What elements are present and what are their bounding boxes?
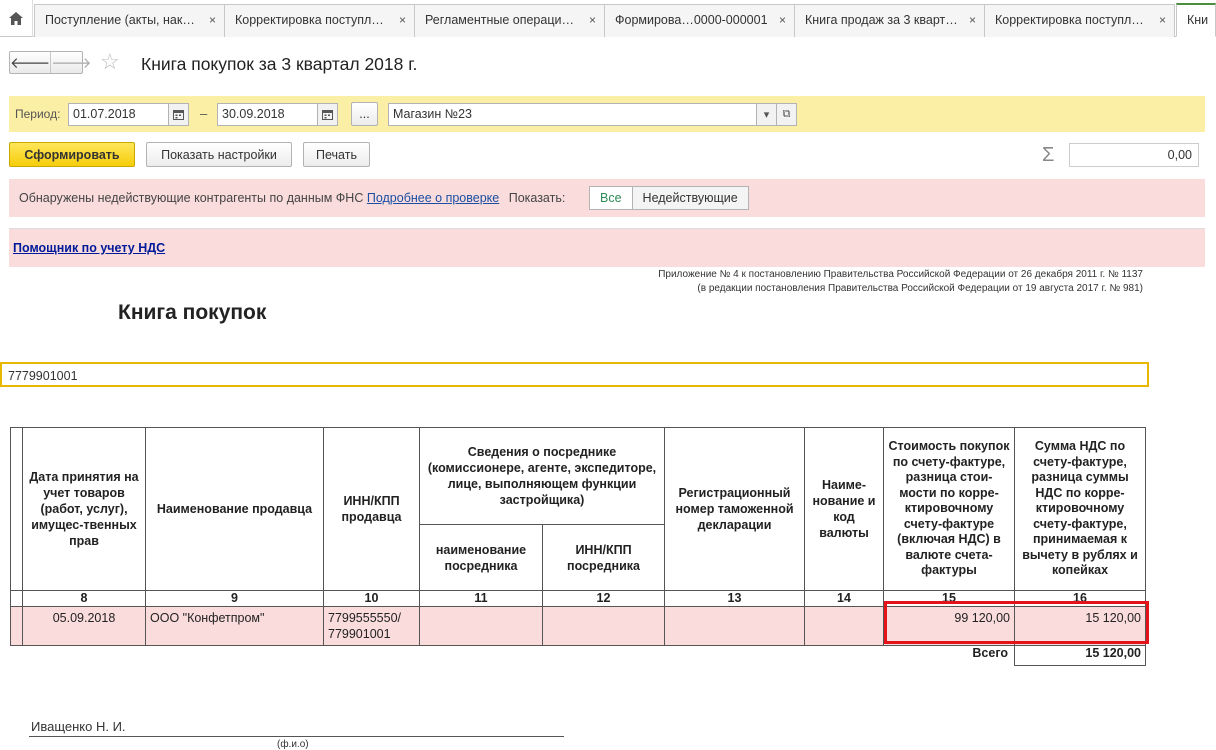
- fio-caption: (ф.и.о): [277, 739, 309, 750]
- close-icon[interactable]: ×: [588, 13, 596, 27]
- generate-button[interactable]: Сформировать: [9, 142, 135, 167]
- tab-bar: [0, 0, 1209, 37]
- tab-label: Кни: [1187, 13, 1209, 27]
- appendix-note-line-1: Приложение № 4 к постановлению Правительства Российской Федерации от 26 декабря 2011 г. № 1137: [658, 269, 1143, 280]
- favorite-star-icon[interactable]: ☆: [100, 49, 120, 74]
- period-dash: –: [200, 106, 208, 121]
- filter-toggle: [589, 186, 749, 210]
- tab-label: Книга продаж за 3 кварт…: [805, 13, 958, 27]
- nav-buttons: [9, 51, 92, 74]
- col-header-16: Сумма НДС по счету-фактуре, разница суммы НДС по корре-ктировочному счету-фактуре, принимаемая к вычету в рублях и копейках: [1015, 428, 1146, 591]
- show-inactive-option[interactable]: Недействующие: [642, 191, 738, 205]
- show-all-option[interactable]: Все: [590, 187, 633, 209]
- tab-receipt[interactable]: [34, 4, 225, 37]
- cell-seller[interactable]: ООО "Конфетпром": [146, 607, 324, 646]
- cell-mediator-name[interactable]: [420, 607, 543, 646]
- close-icon[interactable]: ×: [208, 13, 216, 27]
- close-icon[interactable]: ×: [398, 13, 406, 27]
- cell-mediator-inn[interactable]: [543, 607, 665, 646]
- tab-label: Поступление (акты, нак…: [45, 13, 195, 27]
- tab-formation[interactable]: [604, 4, 795, 37]
- tab-correction-receipt-2[interactable]: [984, 4, 1175, 37]
- date-from-field[interactable]: 01.07.2018: [68, 103, 169, 126]
- warning-strip: [9, 179, 1205, 217]
- tab-label: Корректировка поступл…: [995, 13, 1144, 27]
- col-header-13: Регистрационный номер таможенной декларации: [665, 428, 805, 591]
- warning-text: [19, 191, 565, 205]
- tab-label: Формирова…0000-000001: [615, 13, 768, 27]
- report-area: [9, 228, 1205, 749]
- show-label: Показать:: [508, 191, 566, 205]
- close-icon[interactable]: ×: [968, 13, 976, 27]
- print-button[interactable]: Печать: [303, 142, 370, 167]
- cell-vat[interactable]: 15 120,00: [1015, 607, 1146, 646]
- col-header-8: Дата принятия на учет товаров (работ, услуг), имущес-твенных прав: [23, 428, 146, 591]
- close-icon[interactable]: ×: [778, 13, 786, 27]
- tab-label: Регламентные операци…: [425, 13, 574, 27]
- total-value[interactable]: 15 120,00: [1015, 646, 1146, 666]
- col-header-14: Наиме-нование и код валюты: [805, 428, 884, 591]
- highlight-frame: [884, 601, 1149, 644]
- total-label: Всего: [972, 646, 1008, 660]
- tab-routine-operations[interactable]: [414, 4, 605, 37]
- col-number: 13: [665, 591, 805, 607]
- col-number: 15: [884, 591, 1015, 607]
- tab-purchase-book[interactable]: [1176, 3, 1216, 37]
- show-settings-button[interactable]: Показать настройки: [146, 142, 292, 167]
- col-number: 16: [1015, 591, 1146, 607]
- back-arrow-icon[interactable]: 🡐: [10, 52, 51, 73]
- period-label: Период:: [15, 107, 61, 121]
- cell-inn-kpp[interactable]: 7799555550/ 779901001: [324, 607, 420, 646]
- col-header-9: Наименование продавца: [146, 428, 324, 591]
- cell-date[interactable]: 05.09.2018: [23, 607, 146, 646]
- book-title: Книга покупок: [118, 301, 267, 324]
- tab-correction-receipt[interactable]: [224, 4, 415, 37]
- col-header-15: Стоимость покупок по счету-фактуре, разница стои-мости по корре-ктировочному счету-фактуре (включая НДС) в валюте счета-фактуры: [884, 428, 1015, 591]
- home-icon: [9, 12, 23, 25]
- cell-customs[interactable]: [665, 607, 805, 646]
- row-edge-cell: [11, 607, 23, 646]
- organization-field[interactable]: Магазин №23: [388, 103, 757, 126]
- close-icon[interactable]: ×: [1158, 13, 1166, 27]
- appendix-note-line-2: (в редакции постановления Правительства Российской Федерации от 19 августа 2017 г. № 981): [697, 283, 1143, 294]
- forward-arrow-icon[interactable]: 🡒: [51, 55, 92, 72]
- inn-kpp-cell[interactable]: 7779901001: [0, 362, 1149, 387]
- col-number: 12: [543, 591, 665, 607]
- tab-sales-book[interactable]: [794, 4, 985, 37]
- col-header-10: ИНН/КПП продавца: [324, 428, 420, 591]
- chevron-down-icon[interactable]: ▾: [756, 103, 777, 126]
- col-header-mediator: Сведения о посреднике (комиссионере, агенте, экспедиторе, лице, выполняющем функции застройщика): [420, 428, 665, 525]
- cell-cost[interactable]: 99 120,00: [884, 607, 1015, 646]
- col-number: 9: [146, 591, 324, 607]
- cell-currency[interactable]: [805, 607, 884, 646]
- signature-line: [29, 736, 564, 737]
- col-number: 11: [420, 591, 543, 607]
- table-edge-cell: [11, 428, 23, 591]
- warning-message: Обнаружены недействующие контрагенты по данным ФНС: [19, 191, 364, 205]
- sum-field[interactable]: 0,00: [1069, 143, 1199, 167]
- calendar-icon[interactable]: [317, 103, 338, 126]
- col-number: 14: [805, 591, 884, 607]
- home-button[interactable]: [0, 0, 33, 37]
- calendar-icon[interactable]: [168, 103, 189, 126]
- tab-label: Корректировка поступл…: [235, 13, 384, 27]
- filter-bar: [9, 96, 1205, 132]
- open-link-icon[interactable]: ⧉: [776, 103, 797, 126]
- date-to-field[interactable]: 30.09.2018: [217, 103, 318, 126]
- col-number: 8: [23, 591, 146, 607]
- period-select-button[interactable]: ...: [351, 102, 378, 126]
- col-header-11: наименование посредника: [420, 525, 543, 591]
- vat-helper-link[interactable]: Помощник по учету НДС: [13, 241, 166, 255]
- page-title: Книга покупок за 3 квартал 2018 г.: [141, 54, 418, 74]
- col-number-edge: [11, 591, 23, 607]
- sum-icon: Σ: [1042, 144, 1055, 166]
- col-header-12: ИНН/КПП посредника: [543, 525, 665, 591]
- check-details-link[interactable]: Подробнее о проверке: [366, 191, 500, 205]
- helper-strip: [9, 229, 1205, 267]
- signer-name: Иващенко Н. И.: [31, 719, 126, 734]
- col-number: 10: [324, 591, 420, 607]
